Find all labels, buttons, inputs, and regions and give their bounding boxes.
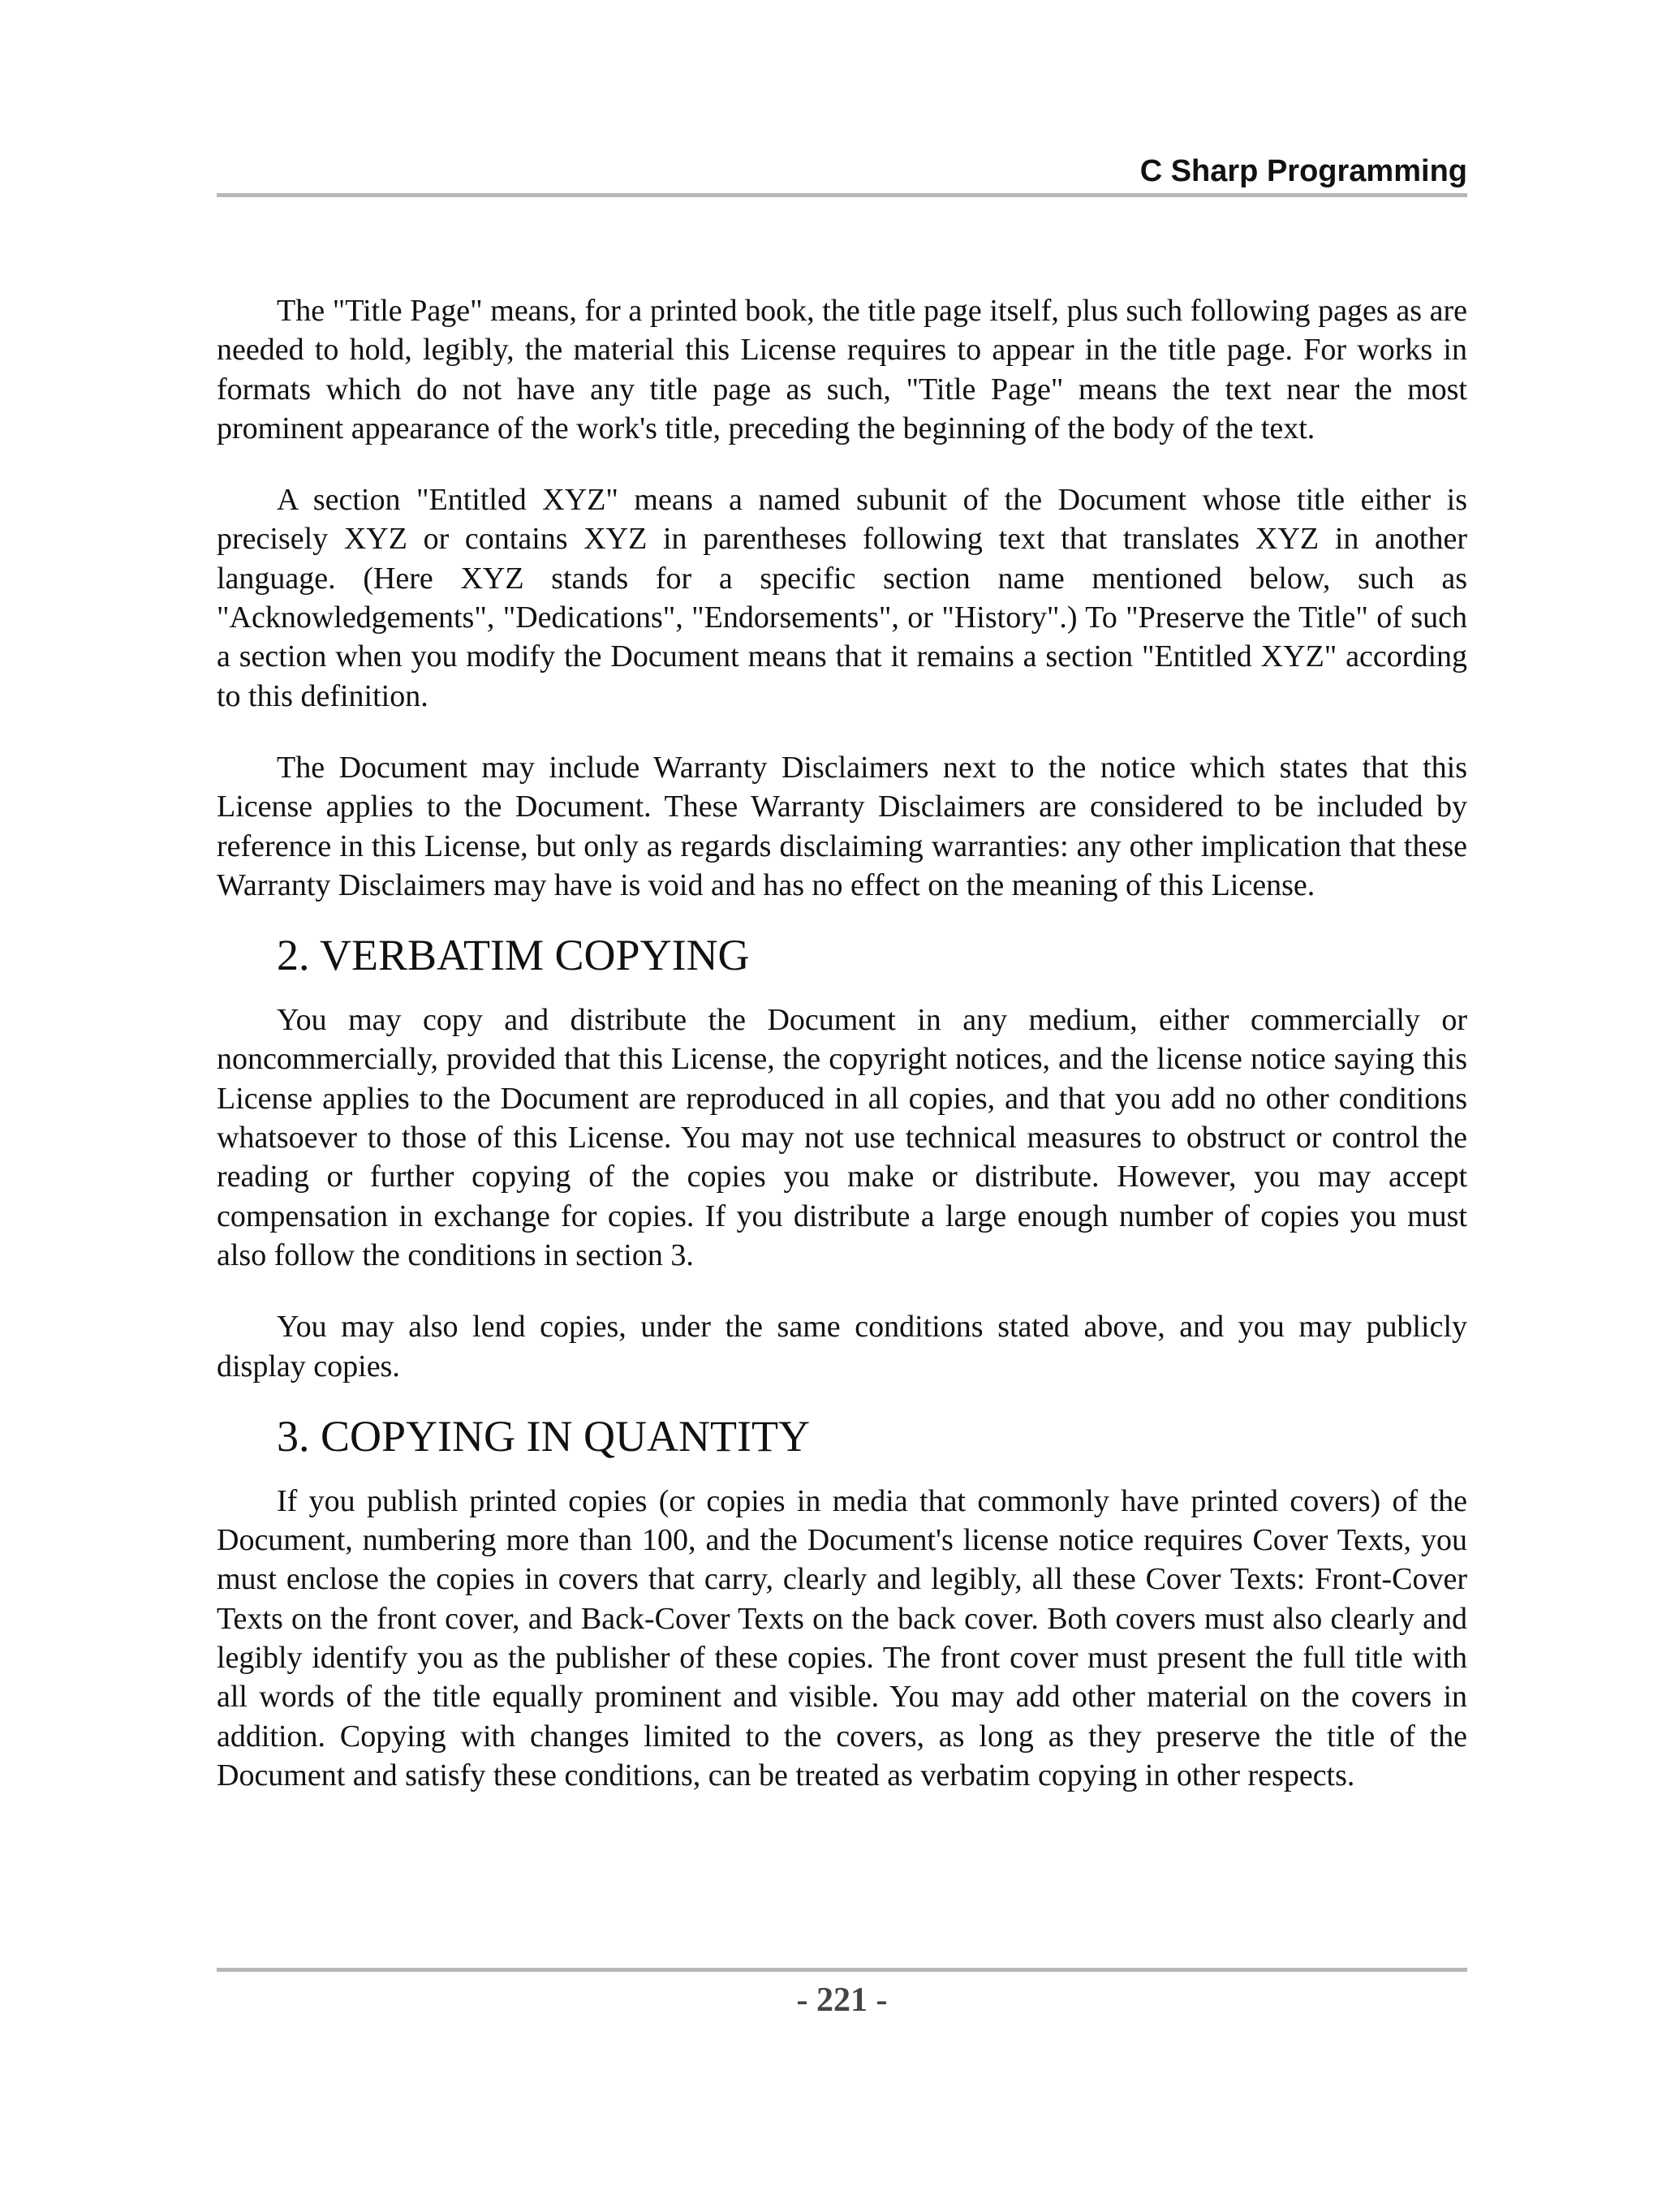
footer-divider <box>217 1968 1467 1972</box>
page-body <box>217 291 1467 1795</box>
running-header-title: C Sharp Programming <box>1139 154 1467 188</box>
paragraph-entitled-xyz: A section "Entitled XYZ" means a named subunit of the Document whose title either is precisely XYZ or contains XYZ in parentheses following text that translates XYZ in another language. (Here XYZ stands for a specific section name mentioned below, such as "Acknowledgements", "Dedications", "Endorsements", or "History".) To "Preserve the Title" of such a section when you modify the Document means that it remains a section "Entitled XYZ" according to this definition. <box>217 483 1467 713</box>
header-divider <box>217 193 1467 197</box>
page-number: - 221 - <box>796 1982 888 2019</box>
section-heading-verbatim-copying: 2. VERBATIM COPYING <box>277 931 750 980</box>
paragraph-title-page: The "Title Page" means, for a printed book, the title page itself, plus such following pages as are needed to hold, legibly, the material this License requires to appear in the title page. For works in formats which do not have any title page as such, "Title Page" means the text near the most prominent appearance of the work's title, preceding the beginning of the body of the text. <box>217 294 1467 445</box>
section-heading-copying-in-quantity: 3. COPYING IN QUANTITY <box>277 1411 810 1461</box>
paragraph-copying-in-quantity: If you publish printed copies (or copies in media that commonly have printed covers) of the Document, numbering more than 100, and the Document's license notice requires Cover Texts, you must enclose the copies in covers that carry, clearly and legibly, all these Cover Texts: Front-Cover Texts on the front cover, and Back-Cover Texts on the back cover. Both covers must also clearly and legibly identify you as the publisher of these copies. The front cover must present the full title with all words of the title equally prominent and visible. You may add other material on the covers in addition. Copying with changes limited to the covers, as long as they preserve the title of the Document and satisfy these conditions, can be treated as verbatim copying in other respects. <box>217 1483 1467 1792</box>
paragraph-lend-copies: You may also lend copies, under the same conditions stated above, and you may publicly display copies. <box>217 1310 1467 1384</box>
paragraph-warranty-disclaimers: The Document may include Warranty Disclaimers next to the notice which states that this License applies to the Document. These Warranty Disclaimers are considered to be included by reference in this License, but only as regards disclaiming warranties: any other implication that these Warranty Disclaimers may have is void and has no effect on the meaning of this License. <box>217 750 1467 902</box>
paragraph-verbatim-copying: You may copy and distribute the Document in any medium, either commercially or noncommercially, provided that this License, the copyright notices, and the license notice saying this License applies to the Document are reproduced in all copies, and that you add no other conditions whatsoever to those of this License. You may not use technical measures to obstruct or control the reading or further copying of the copies you make or distribute. However, you may accept compensation in exchange for copies. If you distribute a large enough number of copies you must also follow the conditions in section 3. <box>217 1003 1467 1272</box>
